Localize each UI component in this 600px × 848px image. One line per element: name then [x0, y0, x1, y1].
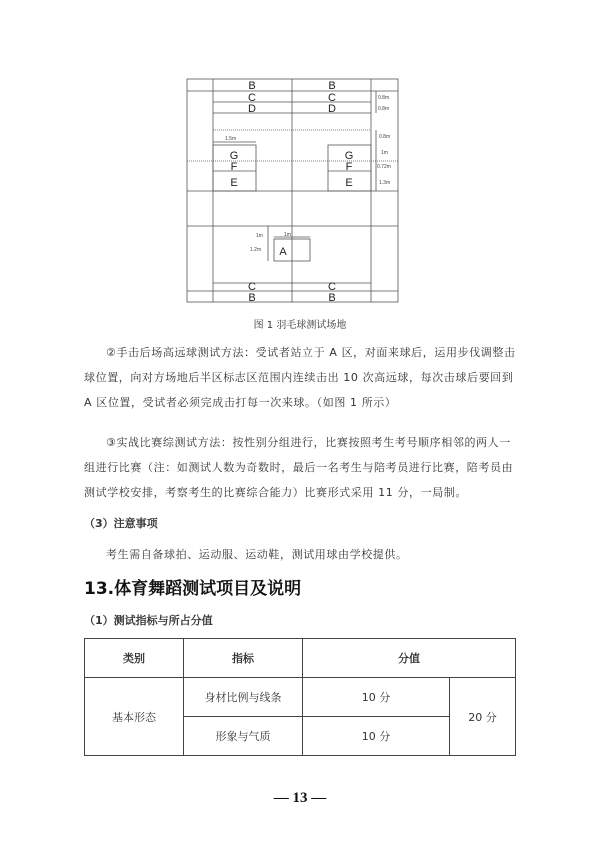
zone-e-label: E [345, 177, 353, 189]
zone-b-label: B [328, 80, 336, 92]
header-item: 指标 [184, 639, 303, 678]
zone-e-label: E [230, 177, 238, 189]
zone-b-label: B [248, 292, 256, 304]
zone-d-label: D [248, 103, 256, 115]
dim-label: 1m [284, 232, 291, 238]
paragraph-match-test: ③实战比赛综测试方法：按性别分组进行，比赛按照考生考号顺序相邻的两人一组进行比赛（注：如测试人数为奇数时，最后一名考生与陪考员进行比赛，陪考员由测试学校安排，考察考生的比赛综合能力）比赛形式采用 11 分，一局制。 [84, 436, 514, 499]
notes-heading: （3）注意事项 [84, 517, 158, 530]
total-cell: 20 分 [450, 678, 516, 756]
zone-b-label: B [328, 292, 336, 304]
item-cell: 身材比例与线条 [184, 678, 303, 717]
score-table [84, 638, 516, 756]
dim-label: 1.3m [379, 180, 391, 186]
score-cell: 10 分 [303, 717, 450, 756]
header-score: 分值 [303, 639, 516, 678]
zone-a-label: A [279, 246, 287, 258]
zone-c-label: C [328, 92, 336, 104]
dim-label: 1m [381, 150, 388, 156]
header-category: 类别 [85, 639, 184, 678]
section-title: 13.体育舞蹈测试项目及说明 [84, 579, 302, 599]
zone-f-label: F [345, 161, 353, 173]
zone-b-label: B [248, 80, 256, 92]
score-cell: 10 分 [303, 678, 450, 717]
category-cell: 基本形态 [85, 678, 184, 756]
dim-label: 1.2m [250, 247, 262, 253]
table-header-row [85, 639, 516, 678]
zone-f-label: F [230, 161, 238, 173]
zone-c-label: C [248, 281, 256, 293]
paragraph-clear-test: ②手击后场高远球测试方法：受试者站立于 A 区，对面来球后，运用步伐调整击球位置，向对方场地后半区标志区范围内连续击出 10 次高远球，每次击球后要回到 A 区位置，受试者必须完成击打每一次来球。（如图 1 所示） [84, 346, 516, 409]
dim-label: 0.8m [379, 134, 391, 140]
dim-label: 0.72m [377, 164, 391, 170]
page-number: — 13 — [273, 790, 327, 806]
zone-c-label: C [248, 92, 256, 104]
badminton-court-diagram [0, 0, 600, 320]
dim-label: 0.8m [378, 106, 390, 112]
table-row [85, 678, 516, 717]
section-subtitle: （1）测试指标与所占分值 [84, 614, 213, 627]
dim-label: 1.5m [225, 136, 237, 142]
figure-caption: 图 1 羽毛球测试场地 [253, 320, 347, 331]
zone-g-label: G [229, 150, 239, 162]
zone-d-label: D [328, 103, 336, 115]
item-cell: 形象与气质 [184, 717, 303, 756]
zone-g-label: G [344, 150, 354, 162]
zone-c-label: C [328, 281, 336, 293]
notes-text: 考生需自备球拍、运动服、运动鞋，测试用球由学校提供。 [106, 548, 408, 561]
dim-label: 0.8m [378, 95, 390, 101]
dim-label: 1m [256, 233, 263, 239]
